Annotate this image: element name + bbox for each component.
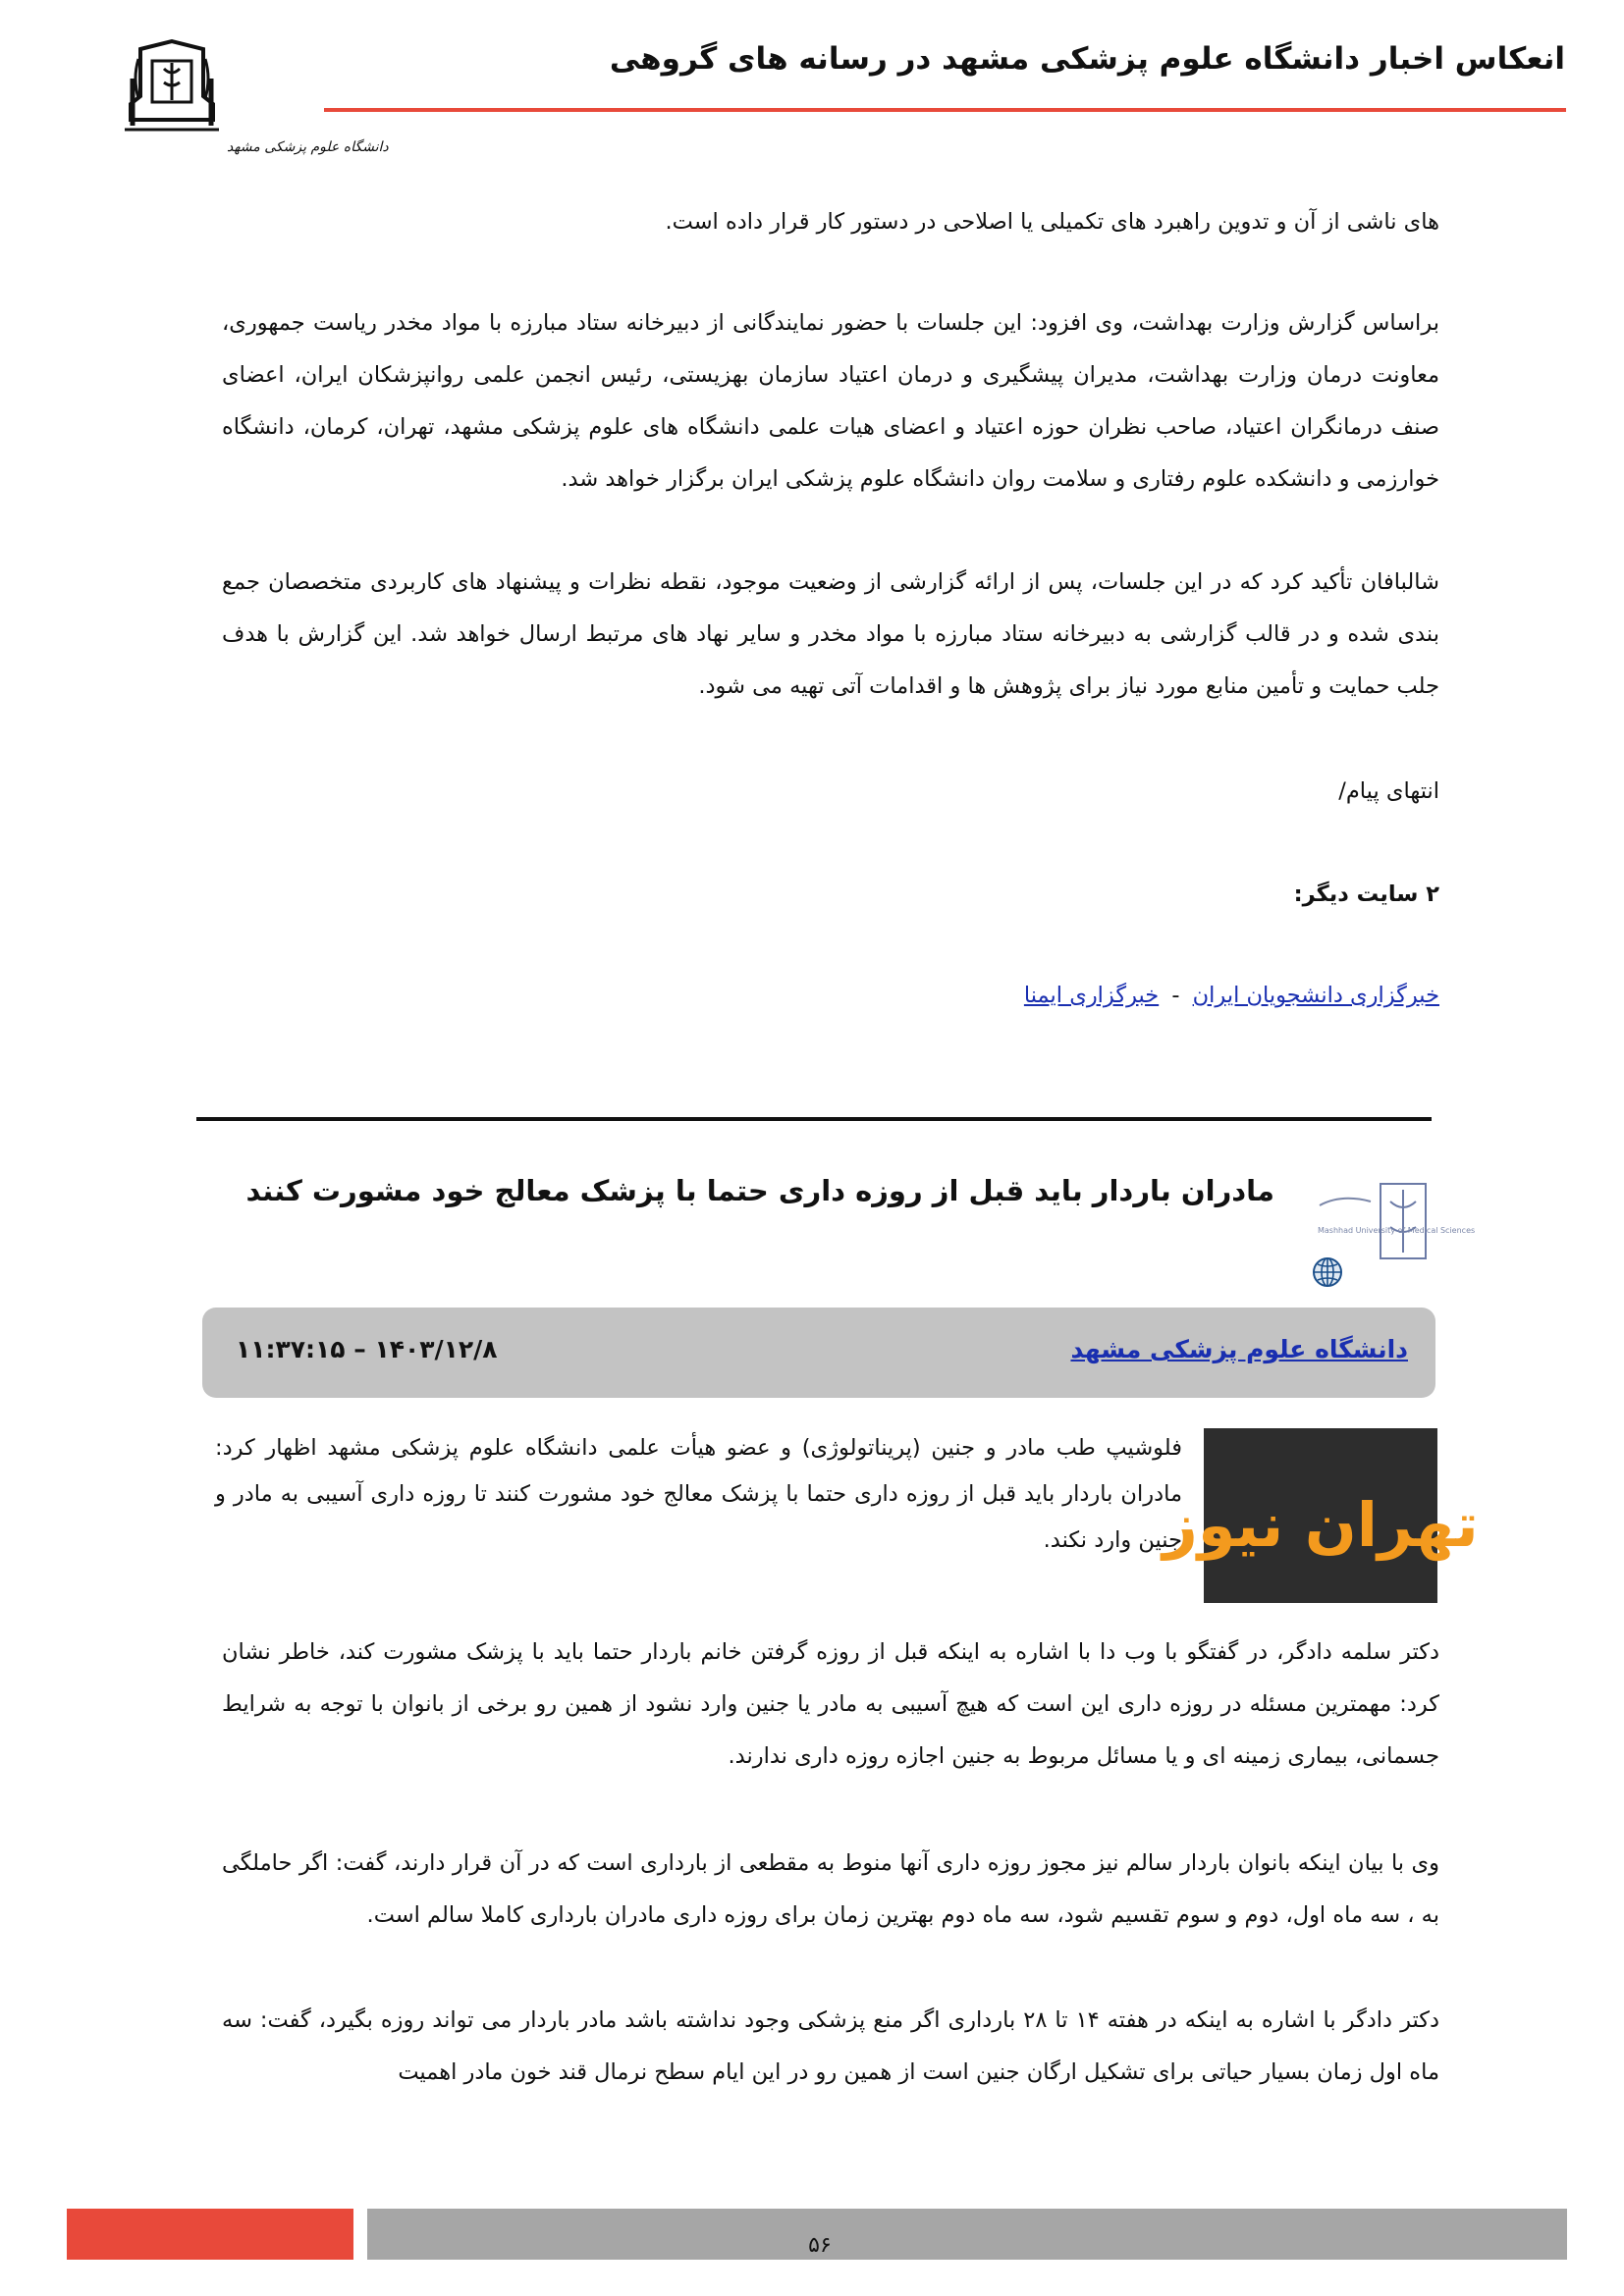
link-isna[interactable]: خبرگزاری دانشجویان ایران [1192, 983, 1439, 1008]
section-divider [196, 1117, 1432, 1121]
news-source-link[interactable]: دانشگاه علوم پزشکی مشهد [1070, 1335, 1408, 1363]
other-sites-links [222, 970, 1439, 1022]
footer-accent-bar [67, 2209, 353, 2260]
source-thumbnail [1312, 1176, 1476, 1292]
thumb-caption: Mashhad University of Medical Sciences [1318, 1226, 1476, 1235]
outlet-logo-text: تهران نیوز [1163, 1489, 1479, 1561]
outlet-logo [1163, 1428, 1479, 1603]
news-lead: فلوشیپ طب مادر و جنین (پریناتولوژی) و عضو هیأت علمی دانشگاه علوم پزشکی مشهد اظهار کرد: مادران باردار باید قبل از روزه داری حتما با پزشک معالج خود مشورت کنند تا روزه داری آسیبی به مادر و جنین وارد نکند. [215, 1435, 1182, 1553]
header-rule [324, 108, 1566, 112]
paragraph: شالبافان تأکید کرد که در این جلسات، پس از ارائه گزارشی از وضعیت موجود، نقطه نظرات و پیشنهاد های کاربردی متخصصان جمع بندی شده و در قالب گزارشی به دبیرخانه ستاد مبارزه با مواد مخدر و سایر نهاد های مرتبط ارسال خواهد شد. این گزارش با هدف جلب حمایت و تأمین منابع مورد نیاز برای پژوهش ها و اقدامات آتی تهیه می شود. [222, 569, 1439, 699]
end-of-message-note: انتهای پیام/ [1338, 778, 1439, 804]
paragraph: های ناشی از آن و تدوین راهبرد های تکمیلی یا اصلاحی در دستور کار قرار داده است. [665, 209, 1439, 235]
paragraph: وی با بیان اینکه بانوان باردار سالم نیز مجوز روزه داری آنها منوط به مقطعی از بارداری است که در آن قرار دارند، گفت: اگر حاملگی به ، سه ماه اول، دوم و سوم تقسیم شود، سه ماه دوم بهترین زمان برای روزه داری مادران بارداری کاملا سالم است. [222, 1850, 1439, 1928]
paragraph: دکتر دادگر با اشاره به اینکه در هفته ۱۴ تا ۲۸ بارداری اگر منع پزشکی وجود نداشته باشد مادر باردار می تواند روزه بگیرد، گفت: سه ماه اول زمان بسیار حیاتی برای تشکیل ارگان جنین است از همین رو در این ایام سطح نرمال قند خون مادر اهمیت [222, 2007, 1440, 2085]
other-sites-label: ۲ سایت دیگر: [1293, 881, 1439, 907]
paragraph: براساس گزارش وزارت بهداشت، وی افزود: این جلسات با حضور نمایندگانی از دبیرخانه ستاد مبارزه با مواد مخدر ریاست جمهوری، معاونت درمان وزارت بهداشت، مدیران پیشگیری و درمان اعتیاد سازمان بهزیستی، رئیس انجمن علمی روانپزشکان ایران، اعضای صنف درمانگران اعتیاد، صاحب نظران حوزه اعتیاد و اعضای هیات علمی دانشگاه های علوم پزشکی مشهد، تهران، کرمان، دانشگاه خوارزمی و دانشکده علوم رفتاری و سلامت روان دانشگاه علوم پزشکی ایران برگزار خواهد شد. [222, 310, 1439, 492]
link-separator: - [1171, 983, 1180, 1008]
footer-bar [367, 2209, 1567, 2260]
university-logo [103, 39, 389, 167]
page-header-title: انعکاس اخبار دانشگاه علوم پزشکی مشهد در رسانه های گروهی [609, 41, 1565, 77]
news-datetime-text: ۱۴۰۳/۱۲/۸ – ۱۱:۳۷:۱۵ [236, 1335, 498, 1363]
page-number: ۵۶ [808, 2233, 832, 2258]
paragraph: دکتر سلمه دادگر، در گفتگو با وب دا با اشاره به اینکه قبل از روزه گرفتن خانم باردار حتما باید با پزشک مشورت کند، خاطر نشان کرد: مهمترین مسئله در روزه داری این است که هیچ آسیبی به مادر یا جنین وارد نشود از همین رو برخی از بانوان با توجه به شرایط جسمانی، بیماری زمینه ای و یا مسائل مربوط به جنین اجازه روزه داری ندارند. [222, 1639, 1439, 1769]
news-title: مادران باردار باید قبل از روزه داری حتما با پزشک معالج خود مشورت کنند [245, 1174, 1274, 1207]
link-imna[interactable]: خبرگزاری ایمنا [1023, 983, 1160, 1008]
logo-caption: دانشگاه علوم پزشکی مشهد [227, 139, 389, 155]
news-datetime [236, 1335, 498, 1363]
